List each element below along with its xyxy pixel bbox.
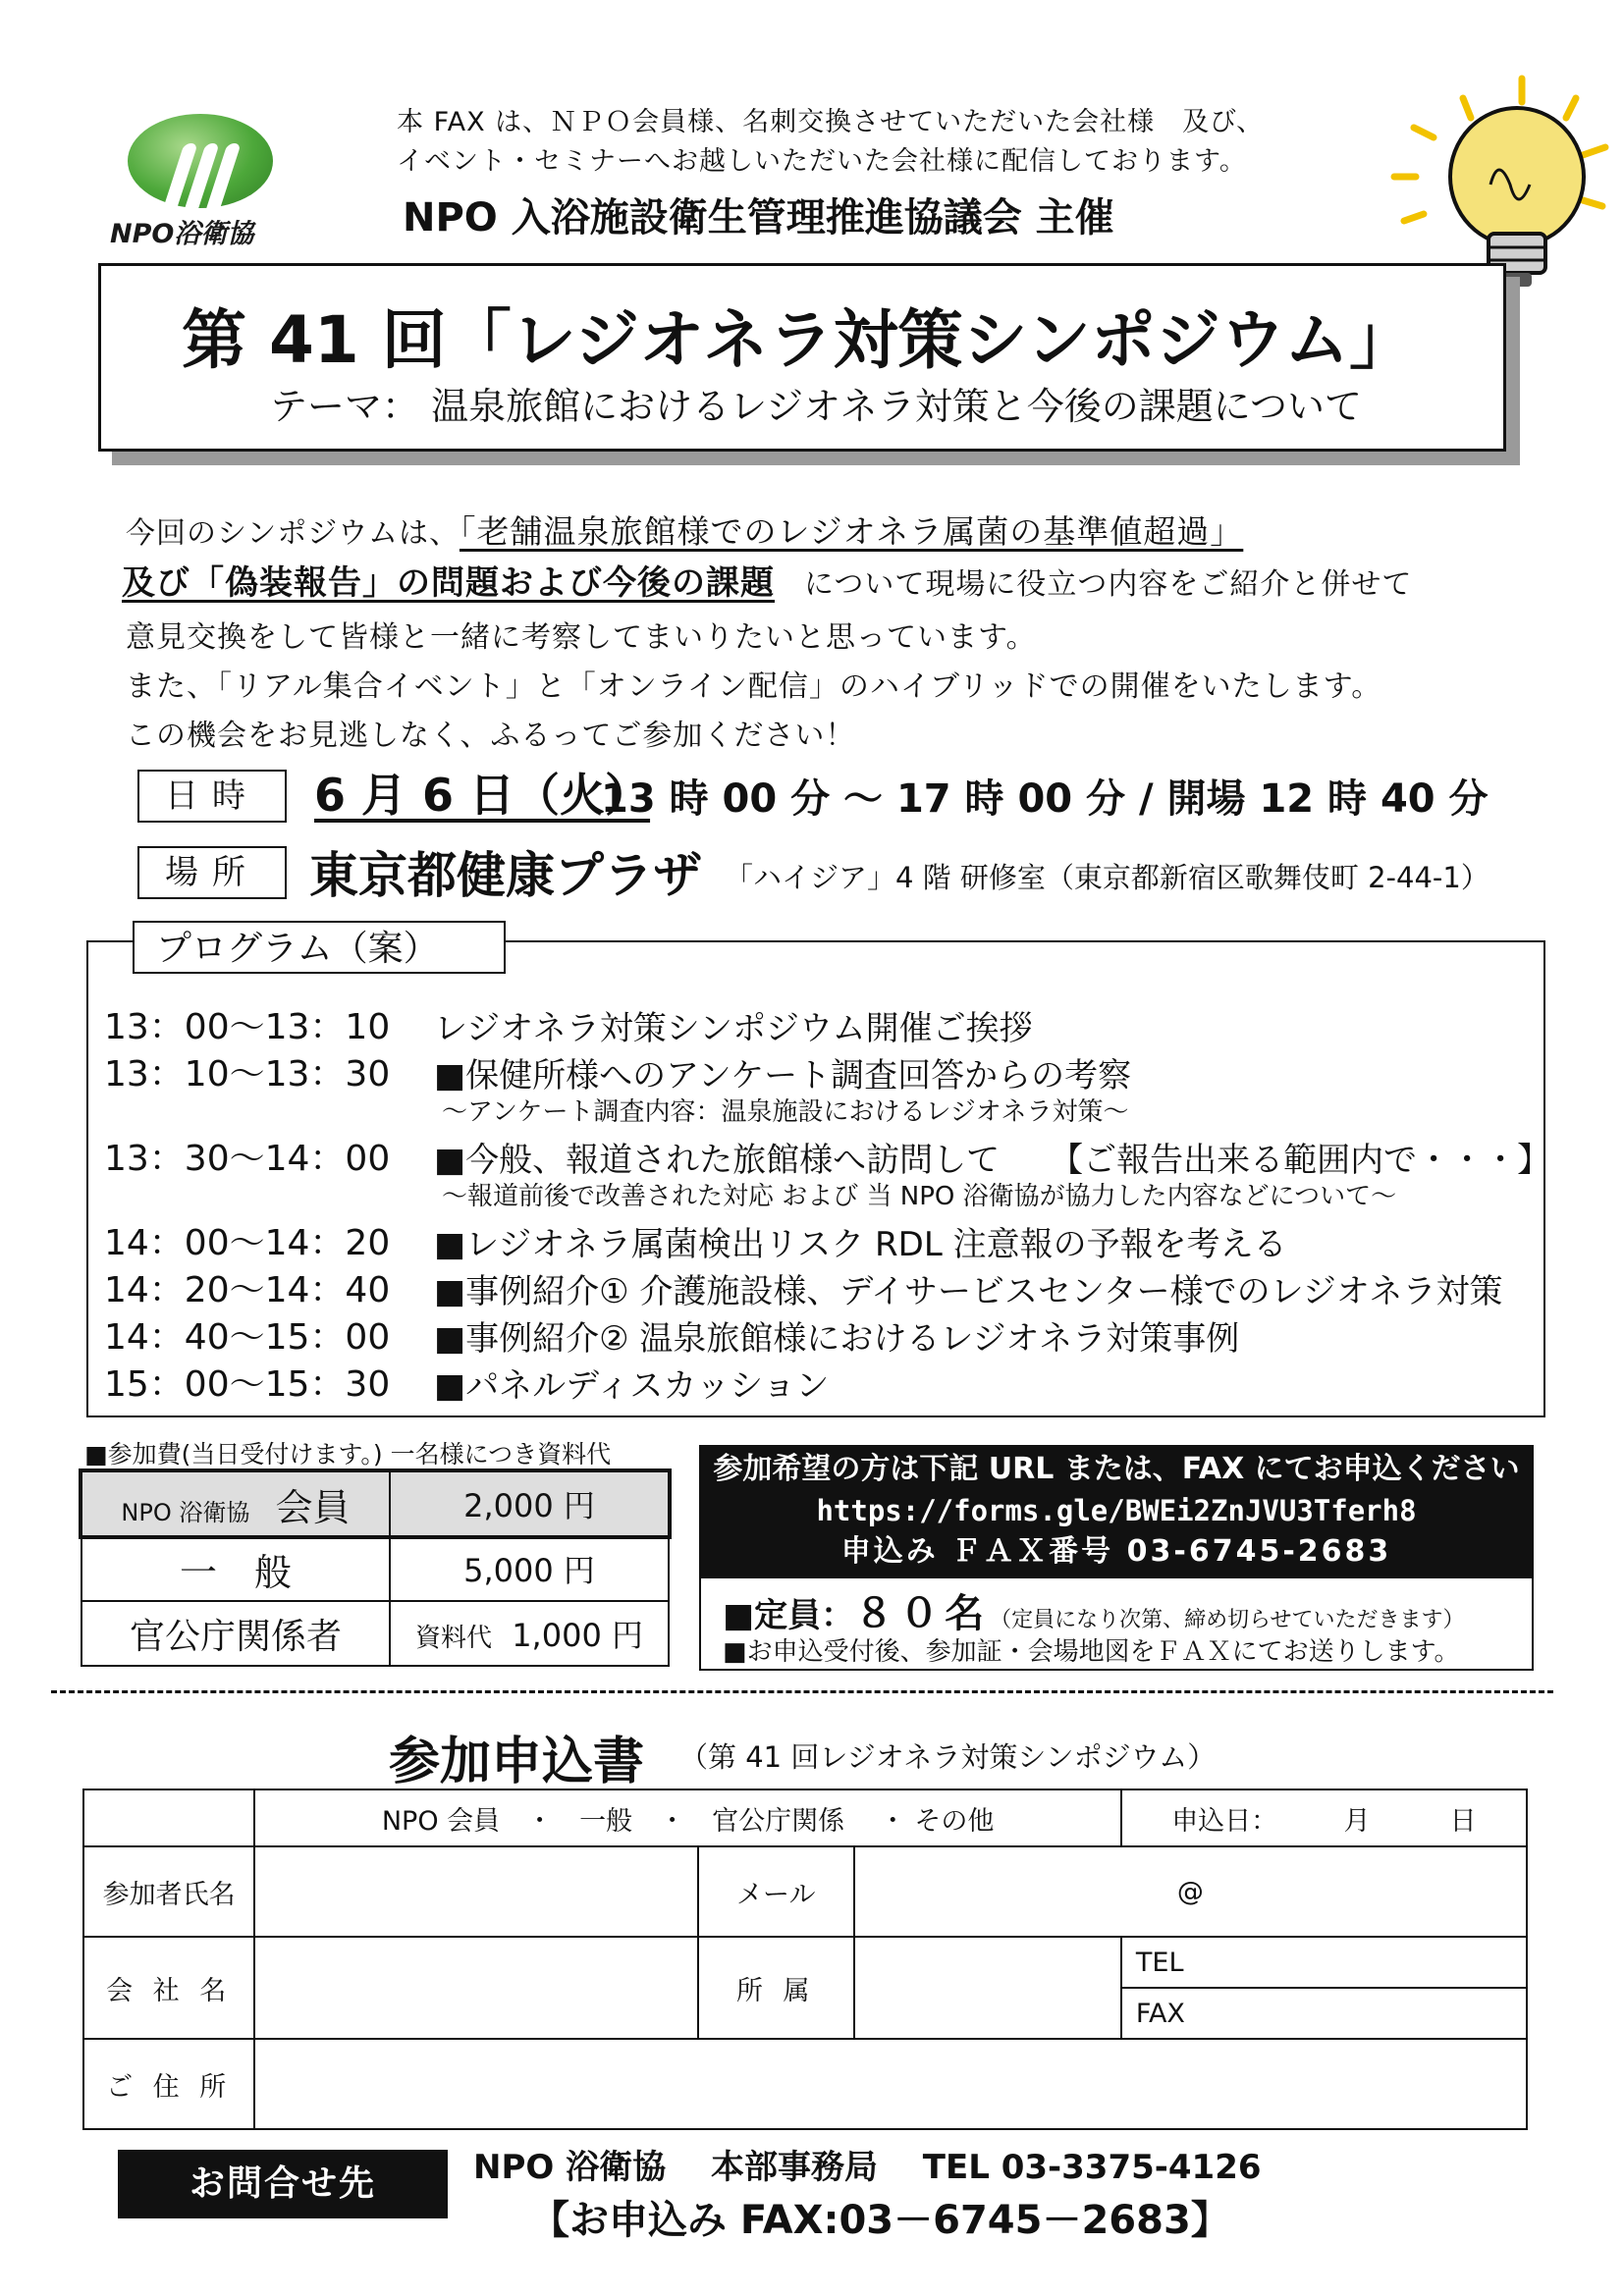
contact-phone: NPO 浴衛協 本部事務局 TEL 03-3375-4126 — [473, 2148, 1262, 2187]
intro-line-5: この機会をお見逃しなく、ふるってご参加ください！ — [126, 719, 856, 753]
fee-type: 官公庁関係者 — [81, 1601, 390, 1666]
symposium-theme: テーマ： 温泉旅館におけるレジオネラ対策と今後の課題について — [270, 385, 1362, 428]
date-label: 日時 — [137, 770, 287, 823]
lightbulb-icon — [1375, 69, 1610, 294]
venue-detail: 「ハイジア」4 階 研修室（東京都新宿区歌舞伎町 2-44-1） — [725, 861, 1489, 894]
contact-fax: 【お申込み FAX:03－6745－2683】 — [530, 2198, 1230, 2243]
intro-line-3: 意見交換をして皆様と一緒に考察してまいりたいと思っています。 — [126, 620, 1037, 655]
name-field[interactable] — [254, 1846, 697, 1937]
company-label: 会 社 名 — [83, 1937, 254, 2039]
form-row-name — [83, 1846, 1527, 1937]
program-note: ～報道前後で改善された対応 および 当 NPO 浴衛協が協力した内容などについて～ — [442, 1182, 1397, 1211]
capacity-prefix: ■定員： — [723, 1596, 855, 1635]
dept-label: 所 属 — [698, 1937, 854, 2039]
intro-line-2 — [122, 556, 1413, 604]
fee-row-member — [81, 1471, 669, 1536]
fee-type: 一 般 — [81, 1536, 390, 1601]
capacity-box — [699, 1576, 1534, 1671]
program-item: ■保健所様へのアンケート調査回答からの考察 — [434, 1056, 1132, 1095]
intro-line-1 — [126, 507, 1243, 553]
dept-field[interactable] — [854, 1937, 1121, 2039]
company-field[interactable] — [254, 1937, 697, 2039]
program-time: 13：10～13：30 — [104, 1054, 391, 1095]
fee-price: 2,000 円 — [390, 1471, 669, 1536]
mail-field[interactable]: @ — [854, 1846, 1527, 1937]
symposium-title: 第 41 回「レジオネラ対策シンポジウム」 — [182, 302, 1415, 378]
npo-logo — [106, 96, 302, 249]
program-time: 15：00～15：30 — [104, 1364, 391, 1405]
apply-url[interactable]: https://forms.gle/BWEi2ZnJVU3Tferh8 — [816, 1494, 1417, 1527]
address-field[interactable] — [254, 2039, 1527, 2129]
mail-label: メール — [698, 1846, 854, 1937]
apply-fax: 申込み ＦＡＸ番号 03-6745-2683 — [840, 1534, 1392, 1569]
application-form — [82, 1789, 1528, 2130]
intro-line-2-rest: について現場に役立つ内容をご紹介と併せて — [804, 567, 1413, 602]
logo-circle — [128, 114, 273, 208]
program-item: レジオネラ対策シンポジウム開催ご挨拶 — [434, 1009, 1033, 1048]
capacity-line — [723, 1582, 1464, 1638]
fee-table — [81, 1470, 670, 1667]
program-item: ■事例紹介② 温泉旅館様におけるレジオネラ対策事例 — [434, 1319, 1240, 1359]
program-note: ～アンケート調査内容：温泉施設におけるレジオネラ対策～ — [442, 1097, 1129, 1127]
fax-intro-line-2: イベント・セミナーへお越しいただいた会社様に配信しております。 — [397, 146, 1247, 177]
program-time: 14：00～14：20 — [104, 1223, 391, 1263]
program-time: 14：20～14：40 — [104, 1270, 391, 1310]
fax-field[interactable]: FAX — [1121, 1988, 1527, 2039]
event-date: 6 月 6 日（火） — [314, 769, 651, 822]
fee-org: NPO 浴衛協 — [121, 1498, 250, 1526]
title-box — [98, 263, 1506, 452]
form-title: 参加申込書 — [389, 1733, 645, 1791]
event-time: 13 時 00 分 ～ 17 時 00 分 / 開場 12 時 40 分 — [601, 776, 1489, 822]
program-item: ■事例紹介① 介護施設様、デイサービスセンター様でのレジオネラ対策 — [434, 1272, 1503, 1311]
program-item: ■レジオネラ属菌検出リスク RDL 注意報の予報を考える — [434, 1225, 1287, 1264]
name-label: 参加者氏名 — [83, 1846, 254, 1937]
fee-type: NPO 浴衛協 会員 — [81, 1471, 390, 1536]
host-organization: NPO 入浴施設衛生管理推進協議会 主催 — [403, 195, 1114, 240]
fee-price: 5,000 円 — [390, 1536, 669, 1601]
cut-line — [51, 1690, 1553, 1693]
contact-label: お問合せ先 — [118, 2150, 448, 2218]
intro-line-4: また、「リアル集合イベント」と「オンライン配信」のハイブリッドでの開催をいたします。 — [126, 669, 1382, 704]
fee-caption: ■参加費(当日受付けます。) 一名様につき資料代 — [84, 1440, 612, 1468]
form-empty-cell — [83, 1789, 254, 1846]
after-apply-note: ■お申込受付後、参加証・会場地図をＦＡＸにてお送りします。 — [723, 1637, 1460, 1667]
program-time: 14：40～15：00 — [104, 1317, 391, 1358]
application-date[interactable]: 申込日： 月 日 — [1121, 1789, 1527, 1846]
form-row-company-top — [83, 1937, 1527, 1988]
program-label: プログラム（案） — [133, 921, 506, 974]
program-item: ■パネルディスカッション — [434, 1366, 830, 1406]
intro-prefix: 今回のシンポジウムは、 — [126, 516, 460, 551]
program-time: 13：30～14：00 — [104, 1139, 391, 1179]
form-subtitle: （第 41 回レジオネラ対策シンポジウム） — [679, 1740, 1217, 1774]
category-options[interactable]: NPO 会員 ・ 一般 ・ 官公庁関係 ・ その他 — [254, 1789, 1121, 1846]
tel-field[interactable]: TEL — [1121, 1937, 1527, 1988]
address-label: ご 住 所 — [83, 2039, 254, 2129]
venue-name: 東京都健康プラザ — [309, 847, 702, 904]
capacity-note: （定員になり次第、締め切らせていただきます） — [990, 1608, 1465, 1632]
intro-emphasis-2: 及び「偽装報告」の問題および今後の課題 — [122, 563, 775, 603]
intro-emphasis-1: 「老舗温泉旅館様でのレジオネラ属菌の基準値超過」 — [459, 512, 1244, 551]
fee-row-government — [81, 1601, 669, 1666]
apply-info-box — [699, 1445, 1534, 1576]
program-time: 13：00～13：10 — [104, 1007, 391, 1047]
program-item: ■今般、報道された旅館様へ訪問して 【ご報告出来る範囲内で・・・】 — [434, 1141, 1551, 1180]
form-row-address — [83, 2039, 1527, 2129]
form-row-category — [83, 1789, 1527, 1846]
venue-label: 場所 — [137, 846, 287, 899]
logo-text: NPO浴衛協 — [110, 219, 254, 249]
fee-price: 資料代 1,000 円 — [390, 1601, 669, 1666]
fax-intro-line-1: 本 FAX は、ＮＰＯ会員様、名刺交換させていただいた会社様 及び、 — [397, 107, 1265, 137]
apply-instruction: 参加希望の方は下記 URL または、FAX にてお申込ください — [713, 1452, 1520, 1486]
fee-row-general — [81, 1536, 669, 1601]
capacity-value: ８０名 — [854, 1591, 991, 1636]
